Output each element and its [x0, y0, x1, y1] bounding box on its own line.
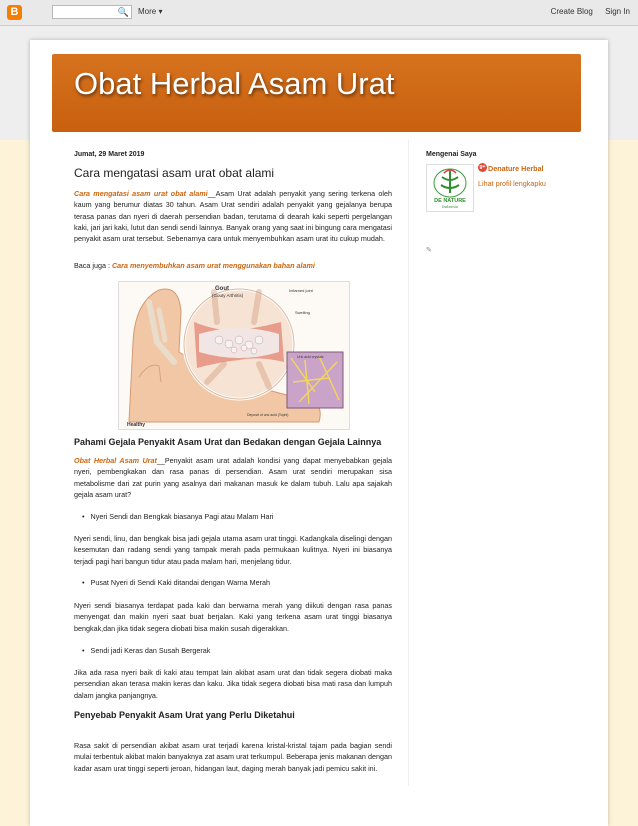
profile-name-link[interactable]: Denature Herbal	[488, 164, 544, 173]
baca-juga	[74, 260, 392, 271]
heading-gejala: Pahami Gejala Penyakit Asam Urat dan Bedakan dengan Gejala Lainnya	[74, 437, 382, 447]
page-margin-right	[608, 140, 638, 826]
blog-header	[52, 54, 581, 132]
intro-text: __Asam Urat adalah penyakit yang sering terkena oleh kaum yang berumur diatas 30 tahun. Asam Urat sendiri adalah penyakit yang gejalanya berupa terasa panas dan nyeri di daerah persendian badan, terutama di dearah kaki seperti pergelangan kaki, jari jari kaki, lutut dan sendi sendi lainnya. Banyak orang yang saat ini bingung cara mengatasi penyakit asam urat tersebut. Sebenarnya cara untuk menyembuhkan asam urat itu cukup mudah.	[74, 189, 392, 244]
post-paragraph-3: Nyeri sendi, linu, dan bengkak bisa jadi gejala utama asam urat tinggi. Kadangkala diselingi dengan kesemutan dan radang sendi yang tampak merah pada permukaan kulitnya. Nyeri ini biasanya terjadi pagi hari bangun tidur atau pada malam hari, menjelang tidur.	[74, 534, 392, 566]
label-crystals: Uric acid crystals	[297, 355, 324, 359]
logo-text: DE NATURE	[434, 198, 466, 204]
post-title[interactable]: Cara mengatasi asam urat obat alami	[74, 166, 275, 180]
profile-avatar[interactable]	[426, 164, 474, 212]
post-paragraph-2	[74, 455, 392, 500]
bullet-sendi-keras: • Sendi jadi Keras dan Susah Bergerak	[82, 646, 210, 655]
view-full-profile-link[interactable]: Lihat profil lengkapku	[478, 179, 546, 188]
search-input[interactable]	[52, 5, 132, 19]
blog-title[interactable]: Obat Herbal Asam Urat	[74, 66, 395, 101]
gout-diagram-svg	[119, 282, 349, 429]
post-intro	[74, 188, 392, 244]
post-paragraph-6: Rasa sakit di persendian akibat asam urat terjadi karena kristal-kristal tajam pada bagian sendi mulai terbentuk akibat makin banyaknya zat asam urat terkumpul. Beberapa jenis makanan dengan kadar asam urat tinggi seperti jeroan, hidangan laut, daging merah banyak jadi pemicu sakit ini.	[74, 741, 392, 773]
bullet-pusat-nyeri: • Pusat Nyeri di Sendi Kaki ditandai dengan Warna Merah	[82, 578, 270, 587]
label-healthy: Healthy	[127, 422, 146, 428]
baca-juga-label: Baca juga :	[74, 261, 112, 270]
logo-subtext: Indonesia	[442, 204, 458, 209]
label-deposit: Deposit of uric acid (Tophi)	[247, 413, 289, 417]
obat-herbal-link[interactable]: Obat Herbal Asam Urat	[74, 456, 157, 465]
heading-penyebab: Penyebab Penyakit Asam Urat yang Perlu Diketahui	[74, 710, 295, 720]
sidebar-about-title: Mengenai Saya	[426, 151, 477, 158]
search-icon[interactable]: 🔍	[117, 7, 129, 17]
gout-illustration[interactable]	[118, 281, 350, 430]
column-divider	[408, 140, 409, 786]
create-blog-link[interactable]: Create Blog	[550, 7, 593, 16]
p2-text: __Penyakit asam urat adalah kondisi yang dapat menyebabkan gejala nyeri, pembengkakan dan rasa panas di persendian. Asam urat sendiri merupakan sisa metabolisme dari zat purin yang asalnya dari makanan masuk ke dalam tubuh. Lalu apa sajakah gejala asam urat?	[74, 456, 392, 499]
google-plus-icon: g+	[479, 164, 486, 170]
label-gouty: (Gouty Arthritis)	[212, 293, 244, 298]
denature-logo-icon	[427, 165, 473, 211]
post-paragraph-4: Nyeri sendi biasanya terdapat pada kaki dan berwarna merah yang diikuti dengan rasa panas menyengat dan makin nyeri saat buat berjalan. Kaki yang terkena asam urat tinggi biasanya bengkak,dan jika tidak segera diobati bisa makin susah digerakkan.	[74, 601, 392, 633]
post-date: Jumat, 29 Maret 2019	[74, 151, 145, 158]
label-swelling: Swelling	[295, 310, 310, 315]
label-gout: Gout	[215, 286, 229, 292]
widget-edit-icon[interactable]: ✎	[426, 247, 432, 254]
page-margin-left	[0, 140, 30, 826]
label-inflamed: Inflamed joint	[289, 288, 313, 293]
bullet-nyeri-sendi: • Nyeri Sendi dan Bengkak biasanya Pagi atau Malam Hari	[82, 512, 274, 521]
post-paragraph-5: Jika ada rasa nyeri baik di kaki atau tempat lain akibat asam urat dan tidak segera diobati maka persendian akan terasa makin keras dan kaku. Jika tidak segera diobati bisa mati rasa dan lumpuh dalam jangka panjangnya.	[74, 668, 392, 700]
blogger-navbar	[0, 0, 638, 26]
more-menu-button[interactable]: More ▾	[138, 7, 163, 16]
navbar-right-links	[541, 7, 630, 16]
sign-in-link[interactable]: Sign In	[605, 7, 630, 16]
blogger-logo-icon[interactable]: B	[7, 5, 22, 20]
intro-link[interactable]: Cara mengatasi asam urat obat alami	[74, 189, 208, 198]
baca-juga-link[interactable]: Cara menyembuhkan asam urat menggunakan bahan alami	[111, 261, 315, 270]
